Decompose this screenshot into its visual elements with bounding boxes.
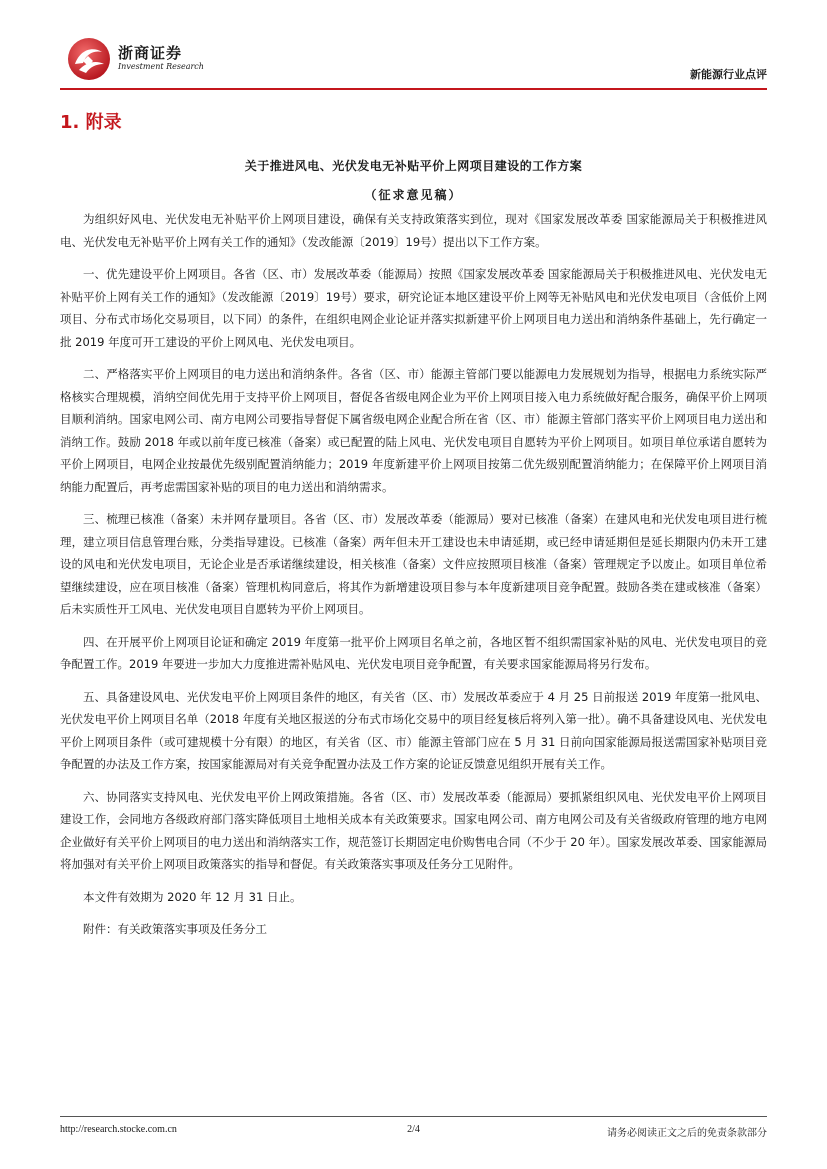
paragraph-2: 二、严格落实平价上网项目的电力送出和消纳条件。各省（区、市）能源主管部门要以能源电力发展规划为指导，根据电力系统实际严格核实合理规模，消纳空间优先用于支持平价上网项目，督促各省级电网企业为平价上网项目接入电力系统做好配合服务，确保平价上网项目顺利消纳。国家电网公司、南方电网公司要指导督促下属省级电网企业配合所在省（区、市）能源主管部门落实平价上网项目电力送出和消纳工作。鼓励 2018 年或以前年度已核准（备案）或已配置的陆上风电、光伏发电项目自愿转为平价上网项目。如项目单位承诺自愿转为平价上网项目，电网企业按最优先级别配置消纳能力；2019 年度新建平价上网项目按第二优先级别配置消纳能力；在保障平价上网项目消纳能力配置后，再考虑需国家补贴的项目的电力送出和消纳需求。 [60, 367, 767, 494]
paragraph-3: 三、梳理已核准（备案）未并网存量项目。各省（区、市）发展改革委（能源局）要对已核准（备案）在建风电和光伏发电项目进行梳理，建立项目信息管理台账，分类指导建设。已核准（备案）两年但未开工建设也未申请延期，或已经申请延期但是延长期限内仍未开工建设的风电和光伏发电项目，无论企业是否承诺继续建设，相关核准（备案）文件应按照项目核准（备案）管理规定予以废止。如项目单位希望继续建设，应在项目核准（备案）管理机构同意后，将其作为新增建设项目参与本年度新建项目竞争配置。鼓励各类在建或核准（备案）后未实质性开工风电、光伏发电项目自愿转为平价上网项目。 [60, 512, 767, 616]
footer-divider [60, 1116, 767, 1117]
zheshang-logo-icon [66, 36, 112, 82]
page-header [60, 30, 767, 90]
paragraph-5: 五、具备建设风电、光伏发电平价上网项目条件的地区，有关省（区、市）发展改革委应于 4 月 25 日前报送 2019 年度第一批风电、光伏发电平价上网项目名单（2018 年度有关地区报送的分布式市场化交易中的项目经复核后将列入第一批）。确不具备建设风电、光伏发电平价上网项目条件（或可建规模十分有限）的地区，有关省（区、市）能源主管部门应在 5 月 31 日前向国家能源局报送需国家补贴项目竞争配置的办法及工作方案，按国家能源局对有关竞争配置办法及工作方案的论证反馈意见组织开展有关工作。 [60, 689, 767, 771]
paragraph-6: 六、协同落实支持风电、光伏发电平价上网政策措施。各省（区、市）发展改革委（能源局）要抓紧组织风电、光伏发电平价上网项目建设工作，会同地方各级政府部门落实降低项目土地相关成本有关政策要求。国家电网公司、南方电网公司及有关省级政府管理的地方电网企业做好有关平价上网项目的电力送出和消纳落实工作，规范签订长期固定电价购售电合同（不少于 20 年）。国家发展改革委、国家能源局将加强对有关平价上网项目政策落实的指导和督促。有关政策落实事项及任务分工见附件。 [60, 789, 767, 871]
paragraph-4: 四、在开展平价上网项目论证和确定 2019 年度第一批平价上网项目名单之前，各地区暂不组织需国家补贴的风电、光伏发电项目的竞争配置工作。2019 年要进一步加大力度推进需补贴风电、光伏发电项目竞争配置，有关要求国家能源局将另行发布。 [60, 634, 767, 671]
brand-name: 浙商证券 [118, 44, 183, 62]
report-type: 新能源行业点评 [690, 68, 767, 81]
header-divider [60, 88, 767, 90]
document-body [60, 208, 767, 951]
brand-subtitle: Investment Research [118, 62, 204, 71]
section-title: 1. 附录 [60, 112, 122, 133]
document-subtitle: （征求意见稿） [364, 188, 463, 202]
paragraph-validity: 本文件有效期为 2020 年 12 月 31 日止。 [83, 889, 302, 904]
paragraph-intro: 为组织好风电、光伏发电无补贴平价上网项目建设，确保有关支持政策落实到位，现对《国家发展改革委 国家能源局关于积极推进风电、光伏发电无补贴平价上网有关工作的通知》（发改能源〔2019〕19号）提出以下工作方案。 [60, 212, 767, 249]
paragraph-attachment: 附件：有关政策落实事项及任务分工 [83, 922, 267, 936]
footer-url-link[interactable]: http://research.stocke.com.cn [60, 1124, 177, 1135]
disclaimer-note: 请务必阅读正文之后的免责条款部分 [607, 1128, 767, 1139]
document-title: 关于推进风电、光伏发电无补贴平价上网项目建设的工作方案 [244, 159, 583, 173]
page-number: 2/4 [407, 1124, 420, 1135]
paragraph-1: 一、优先建设平价上网项目。各省（区、市）发展改革委（能源局）按照《国家发展改革委 国家能源局关于积极推进风电、光伏发电无补贴平价上网有关工作的通知》（发改能源〔2019〕19号）要求，研究论证本地区建设平价上网等无补贴风电和光伏发电项目（含低价上网项目、分布式市场化交易项目，以下同）的条件，在组织电网企业论证并落实拟新建平价上网项目电力送出和消纳条件基础上，先行确定一批 2019 年度可开工建设的平价上网风电、光伏发电项目。 [60, 267, 767, 349]
